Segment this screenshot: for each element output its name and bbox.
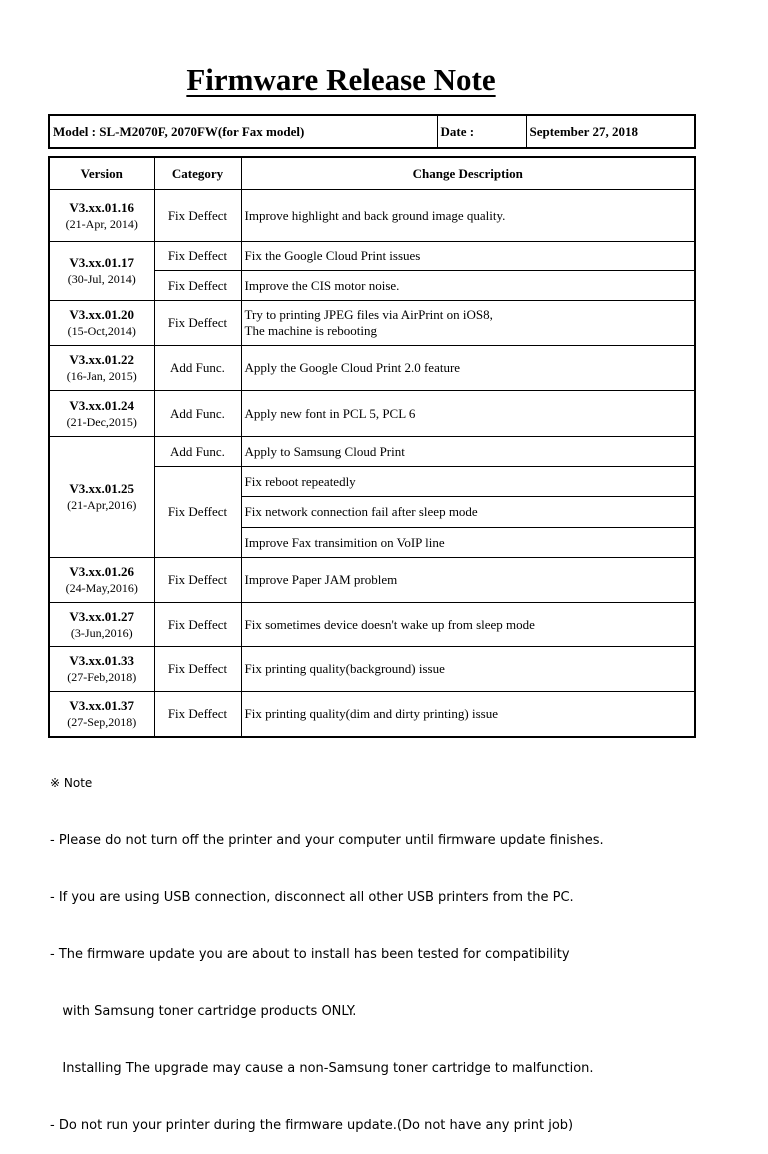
change-description: Fix printing quality(dim and dirty printing) issue [241, 692, 695, 737]
model-label: Model : SL-M2070F, 2070FW(for Fax model) [49, 115, 437, 148]
version-date: (30-Jul, 2014) [67, 272, 136, 286]
change-description-line: Try to printing JPEG files via AirPrint on iOS8, [244, 307, 493, 322]
version-cell [49, 647, 154, 692]
table-row [49, 190, 695, 242]
version-date: (27-Sep,2018) [67, 714, 137, 729]
column-header-description: Change Description [241, 157, 695, 190]
change-description: Apply new font in PCL 5, PCL 6 [241, 391, 695, 437]
category-cell: Fix Deffect [154, 242, 241, 271]
table-header-row [49, 157, 695, 190]
category-cell: Fix Deffect [154, 271, 241, 301]
date-value: September 27, 2018 [526, 115, 695, 148]
table-row [49, 437, 695, 467]
category-cell: Add Func. [154, 391, 241, 437]
change-description: Improve Fax transimition on VoIP line [241, 528, 695, 558]
note-line: - Do not run your printer during the firmware update.(Do not have any print job) [50, 1118, 574, 1133]
change-description: Fix the Google Cloud Print issues [241, 242, 695, 271]
version-cell [49, 346, 154, 391]
version-date: (16-Jan, 2015) [66, 369, 137, 383]
page-title: Firmware Release Note [186, 62, 496, 97]
table-row [49, 391, 695, 437]
table-row [49, 242, 695, 271]
change-description: Improve the CIS motor noise. [241, 271, 695, 301]
version-cell [49, 391, 154, 437]
table-row [49, 301, 695, 346]
notes-section [50, 736, 604, 1154]
change-description: Fix reboot repeatedly [241, 467, 695, 497]
version-date: (27-Feb,2018) [67, 670, 137, 684]
version-number: V3.xx.01.25 [69, 481, 135, 496]
version-cell [49, 437, 154, 558]
table-row [49, 647, 695, 692]
version-number: V3.xx.01.26 [69, 564, 135, 579]
change-description: Fix sometimes device doesn't wake up from sleep mode [241, 603, 695, 647]
version-number: V3.xx.01.20 [69, 307, 135, 322]
note-line: - If you are using USB connection, disconnect all other USB printers from the PC. [50, 890, 574, 905]
table-row [49, 603, 695, 647]
version-number: V3.xx.01.24 [69, 397, 135, 413]
category-cell: Fix Deffect [154, 692, 241, 737]
date-label: Date : [437, 115, 526, 148]
release-table [48, 156, 696, 738]
category-cell: Fix Deffect [154, 558, 241, 603]
version-cell [49, 242, 154, 301]
note-line: - Please do not turn off the printer and your computer until firmware update finishes. [50, 833, 604, 848]
table-row [49, 558, 695, 603]
column-header-category: Category [154, 157, 241, 190]
category-cell: Add Func. [154, 346, 241, 391]
category-cell: Fix Deffect [154, 301, 241, 346]
change-description: Fix printing quality(background) issue [241, 647, 695, 692]
table-row [49, 692, 695, 737]
version-number: V3.xx.01.27 [69, 608, 135, 624]
category-cell: Fix Deffect [154, 603, 241, 647]
change-description: Fix network connection fail after sleep mode [241, 497, 695, 528]
version-cell [49, 603, 154, 647]
change-description: Improve Paper JAM problem [241, 558, 695, 603]
category-cell: Fix Deffect [154, 467, 241, 558]
change-description: Apply the Google Cloud Print 2.0 feature [241, 346, 695, 391]
version-number: V3.xx.01.33 [69, 653, 135, 668]
category-cell: Fix Deffect [154, 647, 241, 692]
version-date: (3-Jun,2016) [70, 625, 133, 640]
change-description: Improve highlight and back ground image quality. [241, 190, 695, 242]
category-cell: Add Func. [154, 437, 241, 467]
version-date: (21-Apr,2016) [67, 498, 137, 512]
change-description [241, 301, 695, 346]
category-cell: Fix Deffect [154, 190, 241, 242]
version-number: V3.xx.01.37 [69, 697, 135, 713]
version-cell [49, 558, 154, 603]
version-date: (15-Oct,2014) [67, 324, 136, 338]
change-description: Apply to Samsung Cloud Print [241, 437, 695, 467]
note-line: Installing The upgrade may cause a non-Samsung toner cartridge to malfunction. [50, 1061, 594, 1076]
version-cell [49, 190, 154, 242]
note-line: - The firmware update you are about to install has been tested for compatibility [50, 947, 570, 962]
version-date: (21-Apr, 2014) [65, 216, 138, 231]
note-line: with Samsung toner cartridge products ONLY. [50, 1004, 357, 1019]
version-number: V3.xx.01.17 [69, 255, 135, 270]
table-row [49, 346, 695, 391]
notes-heading: ※ Note [50, 776, 93, 790]
column-header-version: Version [49, 157, 154, 190]
version-number: V3.xx.01.22 [69, 352, 135, 367]
version-cell [49, 301, 154, 346]
version-cell [49, 692, 154, 737]
model-info-table [48, 114, 696, 149]
version-number: V3.xx.01.16 [69, 199, 135, 215]
version-date: (24-May,2016) [65, 581, 138, 595]
change-description-line: The machine is rebooting [244, 323, 377, 338]
version-date: (21-Dec,2015) [66, 414, 137, 429]
